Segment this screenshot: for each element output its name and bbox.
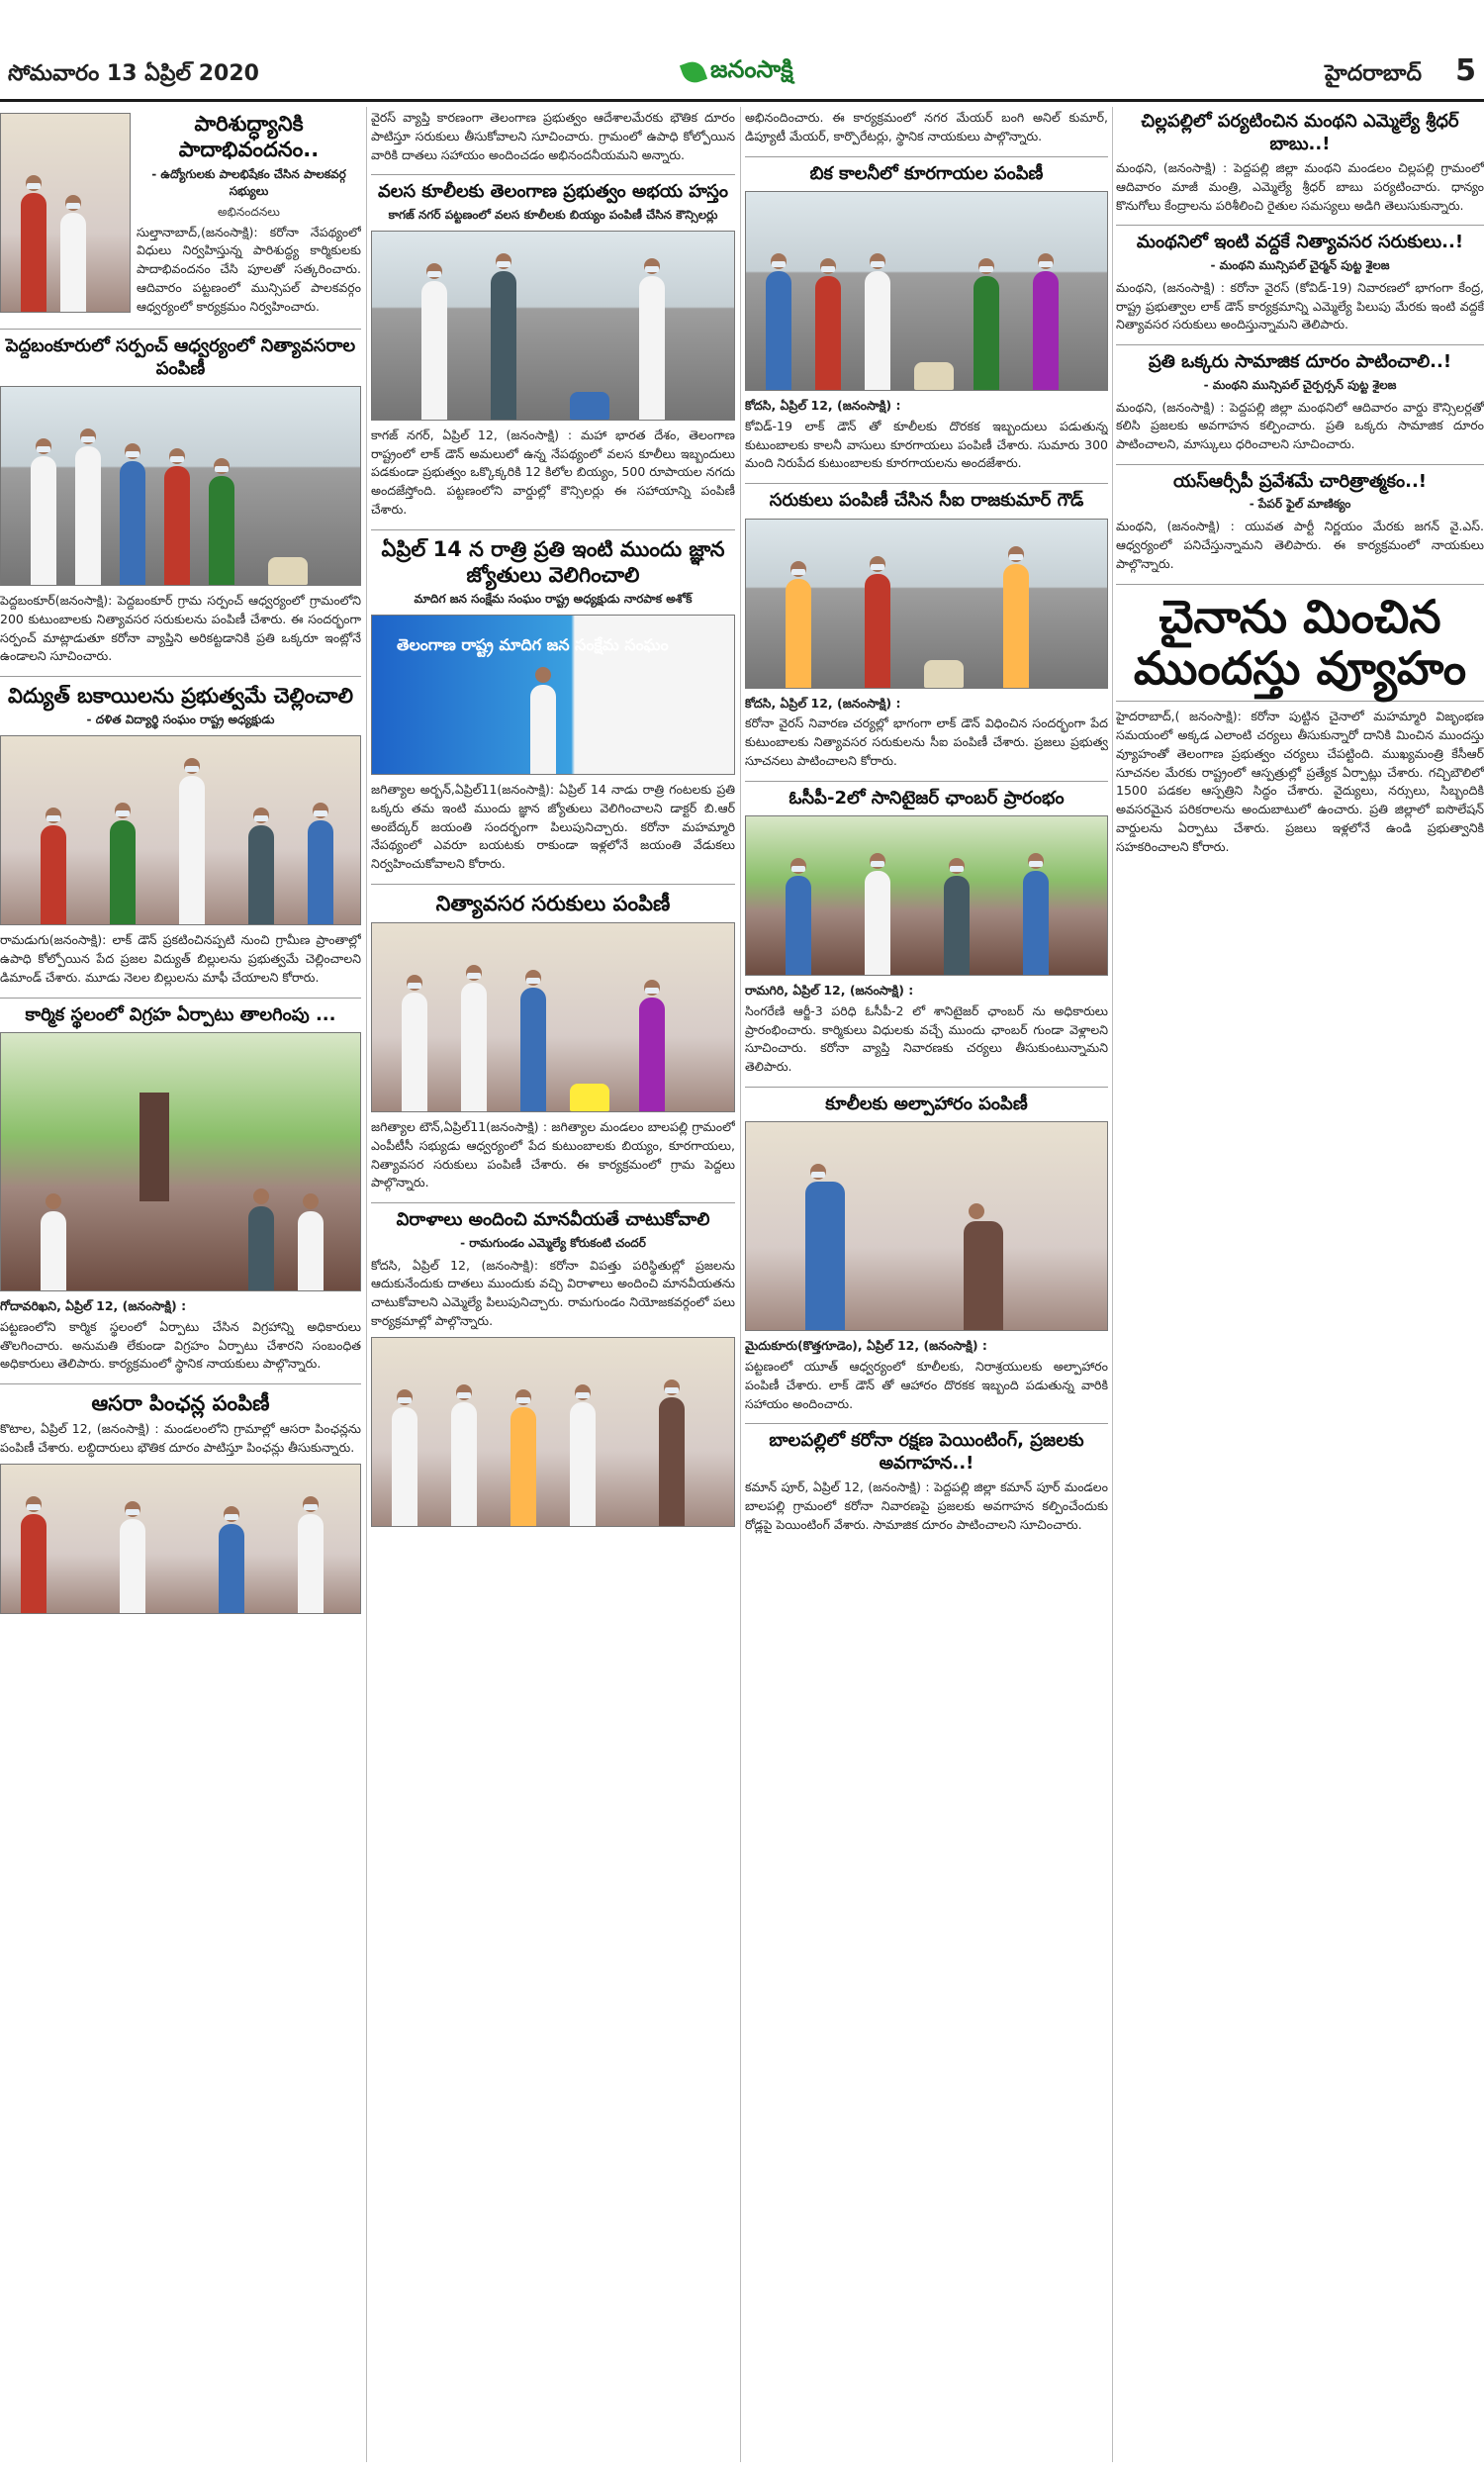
column-2	[371, 107, 735, 2462]
article-body: సుల్తానాబాద్,(జనంసాక్షి): కరోనా నేపథ్యంలో విధులు నిర్వహిస్తున్న పారిశుద్ధ్య కార్మికులకు పాదాభివందనం చేసి పూలతో సత్కరించారు. ఆదివారం పట్టణంలో మున్సిపల్ పాలకవర్గం ఆధ్వర్యంలో కార్యక్రమం నిర్వహించారు.	[137, 224, 361, 314]
dateline: కోదసి, ఏప్రిల్ 12, (జనంసాక్షి) :	[745, 695, 901, 711]
headline: చైనాను మించిన ముందస్తు వ్యూహం	[1133, 589, 1467, 696]
article-body: పెద్దబంకూర్(జనంసాక్షి): పెద్దబంకూర్ గ్రామ సర్పంచ్ ఆధ్వర్యంలో గ్రామంలోని 200 కుటుంబాలకు నిత్యావసర సరుకులను పంపిణీ చేశారు. ఈ సందర్భంగా సర్పంచ్ మాట్లాడుతూ కరోనా వ్యాప్తిని అరికట్టడానికి ప్రతి ఒక్కరూ ఇంట్లోనే ఉండాలని సూచించారు.	[0, 593, 361, 664]
article-body: కోవిడ్-19 లాక్ డౌన్ తో కూలీలకు దొరకక ఇబ్బందులు పడుతున్న కుటుంబాలకు కాలనీ వాసులు కూరగాయలు పంపిణీ చేశారు. సుమారు 300 మంది నిరుపేద కుటుంబాలకు కూరగాయలను అందజేశారు.	[745, 418, 1108, 471]
column-4	[1116, 107, 1484, 2462]
column-3	[745, 107, 1108, 2462]
headline: ప్రతి ఒక్కరు సామాజిక దూరం పాటించాలి..!	[1148, 351, 1452, 372]
story-statue	[0, 1004, 361, 1375]
photo-sanitation	[0, 113, 131, 313]
paper-logo	[683, 55, 793, 89]
photo-rice-distribution	[371, 231, 735, 421]
article-body: రామడుగు(జనంసాక్షి): లాక్ డౌన్ ప్రకటించినప్పటి నుంచి గ్రామీణ ప్రాంతాల్లో ఉపాధి కోల్పోయిన పేద ప్రజల విద్యుత్ బిల్లులను ప్రభుత్వమే చెల్లించాలని డిమాండ్ చేశారు. మూడు నెలల బిల్లులను మాఫీ చేయాలని కోరారు.	[0, 932, 361, 985]
article-body: కాగజ్ నగర్, ఏప్రిల్ 12, (జనంసాక్షి) : మహా భారత దేశం, తెలంగాణ రాష్ట్రంలో లాక్ డౌన్ అమలులో ఉన్న నేపథ్యంలో వలస కూలీలు ఇబ్బందులు పడకుండా ప్రభుత్వం ఒక్కొక్కరికి 12 కిలోల బియ్యం, 500 రూపాయల నగదు అందజేస్తోంది. పట్టణంలోని వార్డుల్లో కౌన్సిలర్లు ఈ సహాయాన్ని పంపిణీ చేశారు.	[371, 427, 735, 517]
column-divider	[740, 107, 741, 2462]
article-body: సింగరేణి ఆర్జీ-3 పరిధి ఓసీపీ-2 లో శానిటైజర్ ఛాంబర్ ను అధికారులు ప్రారంభించారు. కార్మికులు విధులకు వచ్చే ముందు ఛాంబర్ గుండా వెళ్లాలని సూచించారు. కరోనా వ్యాప్తి నివారణకు చర్యలు తీసుకుంటున్నామని తెలిపారు.	[745, 1002, 1108, 1074]
story-ysrcp	[1116, 471, 1484, 574]
article-body: కోదసి, ఏప్రిల్ 12, (జనంసాక్షి): కరోనా విపత్తు పరిస్థితుల్లో ప్రజలను ఆదుకునేందుకు దాతలు ముందుకు వచ్చి విరాళాలు అందించి మానవీయతను చాటుకోవాలని ఎమ్మెల్యే పిలుపునిచ్చారు. రామగుండం నియోజకవర్గంలో పలు కార్యక్రమాల్లో పాల్గొన్నారు.	[371, 1257, 735, 1328]
photo-essentials	[371, 922, 735, 1112]
issue-date: సోమవారం 13 ఏప్రిల్ 2020	[8, 61, 259, 86]
deck: - రామగుండం ఎమ్మెల్యే కోరుకంటి చందర్	[460, 1235, 646, 1250]
headline: కార్మిక స్థలంలో విగ్రహ ఏర్పాటు తాలగింపు ...	[25, 1003, 336, 1025]
photo-ci-distribution	[745, 519, 1108, 689]
article-body: కమాన్ పూర్, ఏప్రిల్ 12, (జనంసాక్షి) : పెద్దపల్లి జిల్లా కమాన్ పూర్ మండలం బాలపల్లి గ్రామంలో కరోనా నివారణపై ప్రజలకు అవగాహన కల్పించేందుకు రోడ్లపై పెయింటింగ్ వేశారు. సామాజిక దూరం పాటించాలని సూచించారు.	[745, 1479, 1108, 1532]
story-essentials	[371, 891, 735, 1192]
headline: వలస కూలీలకు తెలంగాణ ప్రభుత్వం అభయ హస్తం	[377, 181, 729, 203]
story-peddabankur	[0, 335, 361, 666]
story-china-strategy	[1116, 591, 1484, 857]
story-ci-distribution	[745, 490, 1108, 771]
leaf-icon	[680, 58, 707, 86]
article-body: పట్టణంలోని కార్మిక స్థలంలో ఏర్పాటు చేసిన విగ్రహాన్ని అధికారులు తొలగించారు. అనుమతి లేకుండా విగ్రహం ఏర్పాటు చేశారని సంబంధిత అధికారులు తెలిపారు. కార్యక్రమంలో స్థానిక నాయకులు పాల్గొన్నారు.	[0, 1318, 361, 1372]
byline: అభినందనలు	[218, 204, 280, 219]
story-sanitizer-chamber	[745, 788, 1108, 1077]
headline: విరాళాలు అందించి మానవీయతే చాటుకోవాలి	[396, 1209, 710, 1230]
banner-text: తెలంగాణ రాష్ట్ర మాదిగ జన సంక్షేమ సంఘం	[397, 635, 669, 654]
article-body: హైదరాబాద్,( జనంసాక్షి): కరోనా పుట్టిన చైనాలో మహమ్మారి విజృంభణ సమయంలో అక్కడ ఎలాంటి చర్యలు తీసుకున్నారో దానికి మించిన ముందస్తు వ్యూహంతో తెలంగాణ ప్రభుత్వం చర్యలు చేపట్టింది. ముఖ్యమంత్రి కేసీఆర్ సూచనల మేరకు రాష్ట్రంలో ఆస్పత్రుల్లో ప్రత్యేక ఏర్పాట్లు చేశారు. గచ్చిబౌలిలో 1500 పడకల ఆస్పత్రిని సిద్ధం చేశారు. వైద్యులు, నర్సులు, సిబ్బందికి అవసరమైన పరికరాలను అందుబాటులో ఉంచారు. ప్రతి జిల్లాలో ఐసొలేషన్ వార్డులను ఏర్పాటు చేశారు. ప్రజలు ఇళ్లలోనే ఉండి ప్రభుత్వానికి సహకరించాలని కోరారు.	[1116, 709, 1484, 854]
photo-donations	[371, 1337, 735, 1527]
article-body: మంథని, (జనంసాక్షి) : పెద్దపల్లి జిల్లా మంథని మండలం చిల్లపల్లి గ్రామంలో ఆదివారం మాజీ మంత్రి, ఎమ్మెల్యే శ్రీధర్ బాబు పర్యటించారు. ధాన్యం కొనుగోలు కేంద్రాలను పరిశీలించి రైతుల సమస్యలు అడిగి తెలుసుకున్నారు.	[1116, 160, 1484, 213]
headline: మంథనిలో ఇంటి వద్దకే నిత్యావసర సరుకులు..!	[1136, 232, 1464, 253]
headline: యస్ఆర్సీపీ ప్రవేశమే చారిత్రాత్మకం..!	[1172, 470, 1427, 492]
story-vegetables	[745, 163, 1108, 474]
headline: బాలపల్లిలో కరోనా రక్షణ పెయింటింగ్, ప్రజలకు అవగాహన..!	[769, 1430, 1084, 1474]
story-continued	[745, 109, 1108, 146]
deck: కాగజ్ నగర్ పట్టణంలో వలస కూలీలకు బియ్యం పంపిణీ చేసిన కౌన్సిలర్లు	[388, 207, 718, 222]
story-social-distance	[1116, 351, 1484, 454]
headline: ఏప్రిల్ 14 న రాత్రి ప్రతి ఇంటి ముందు జ్ఞాన జ్యోతులు వెలిగించాలి	[381, 536, 725, 587]
photo-statue-site	[0, 1032, 361, 1291]
article-body: కరోనా వైరస్ నివారణ చర్యల్లో భాగంగా లాక్ డౌన్ విధించిన సందర్భంగా పేద కుటుంబాలకు నిత్యావసర సరుకులను సీఐ పంపిణీ చేశారు. ప్రజలు ప్రభుత్వ సూచనలు పాటించాలని కోరారు.	[745, 715, 1108, 768]
photo-banner-speech	[371, 615, 735, 775]
article-body: మంథని, (జనంసాక్షి) : యువత పార్టీ నిర్ణయం మేరకు జగన్ వై.ఎస్. ఆధ్వర్యంలో పనిచేస్తున్నామని తెలిపారు. ఈ కార్యక్రమంలో నాయకులు పాల్గొన్నారు.	[1116, 519, 1484, 571]
story-awareness-painting	[745, 1430, 1108, 1534]
headline: విద్యుత్ బకాయిలను ప్రభుత్వమే చెల్లించాలి	[8, 684, 353, 708]
story-doorstep-delivery	[1116, 232, 1484, 334]
article-body: వైరస్ వ్యాప్తి కారణంగా తెలంగాణ ప్రభుత్వం ఆదేశాలమేరకు భౌతిక దూరం పాటిస్తూ సరుకులు తీసుకోవాలని సూచించారు. గ్రామంలో ఉపాధి కోల్పోయిన వారికి దాతలు సహాయం అందించడం అభినందనీయమని అన్నారు.	[371, 110, 735, 162]
story-continued	[371, 109, 735, 164]
article-body: కొటాల, ఏప్రిల్ 12, (జనంసాక్షి) : మండలంలోని గ్రామాల్లో ఆసరా పింఛన్లను పంపిణీ చేశారు. లబ్ధిదారులు భౌతిక దూరం పాటిస్తూ పింఛన్లు తీసుకున్నారు.	[0, 1421, 361, 1455]
headline: చిల్లపల్లిలో పర్యటించిన మంథని ఎమ్మెల్యే శ్రీధర్ బాబు..!	[1141, 111, 1459, 154]
dateline: గోదావరిఖని, ఏప్రిల్ 12, (జనంసాక్షి) :	[0, 1298, 187, 1313]
dateline: మైదుకూరు(కొత్తగూడెం), ఏప్రిల్ 12, (జనంసాక్షి) :	[745, 1338, 987, 1354]
headline: సరుకులు పంపిణీ చేసిన సీఐ రాజకుమార్ గౌడ్	[769, 490, 1084, 511]
story-migrant-labour	[371, 181, 735, 519]
deck: మాదిగ జన సంక్షేమ సంఘం రాష్ట్ర అధ్యక్షుడు నారపాక అశోక్	[414, 592, 693, 606]
article-body: మంథని, (జనంసాక్షి) : కరోనా వైరస్ (కోవిడ్-19) నివారణలో భాగంగా కేంద్ర, రాష్ట్ర ప్రభుత్వాల లాక్ డౌన్ కార్యక్రమాన్ని ఎమ్మెల్యే పిలుపు మేరకు ఇంటి వద్దకే నిత్యావసర సరుకులు అందిస్తున్నామని తెలిపారు.	[1116, 279, 1484, 333]
story-breakfast	[745, 1094, 1108, 1414]
photo-pensions	[0, 1464, 361, 1614]
headline: పారిశుద్ధ్యానికి పాదాభివందనం..	[178, 112, 320, 162]
headline: కూలీలకు అల్పాహారం పంపిణీ	[825, 1093, 1028, 1114]
deck: - దళిత విద్యార్థి సంఘం రాష్ట్ర అధ్యక్షుడు	[86, 713, 275, 727]
deck: - ఉద్యోగులకు పాలభిషేకం చేసిన పాలకవర్గ సభ్యులు	[151, 166, 346, 198]
deck: - పేపర్ ఫైల్ మాణిక్యం	[1249, 497, 1351, 512]
article-body: జగిత్యాల టౌన్,ఏప్రిల్11(జనంసాక్షి) : జగిత్యాల మండలం బాలపల్లి గ్రామంలో ఎంపీటీసీ సభ్యుడు ఆధ్వర్యంలో పేద కుటుంబాలకు బియ్యం, కూరగాయలు, నిత్యావసర సరుకులు పంపిణీ చేశారు. ఈ కార్యక్రమంలో గ్రామ పెద్దలు పాల్గొన్నారు.	[371, 1119, 735, 1190]
article-body: పట్టణంలో యూత్ ఆధ్వర్యంలో కూలీలకు, నిరాశ్రయులకు అల్పాహారం పంపిణీ చేశారు. లాక్ డౌన్ తో ఆహారం దొరకక ఇబ్బంది పడుతున్న వారికి సహాయం అందించారు.	[745, 1359, 1108, 1411]
column-1	[0, 107, 361, 2462]
deck: - మంథని మున్సిపల్ చైర్పర్సన్ పుట్ట శైలజ	[1203, 377, 1397, 392]
photo-breakfast	[745, 1121, 1108, 1331]
photo-sanitizer-chamber	[745, 815, 1108, 976]
edition-city: హైదరాబాద్	[1325, 61, 1423, 86]
article-body: అభినందించారు. ఈ కార్యక్రమంలో నగర మేయర్ బంగి అనిల్ కుమార్, డిప్యూటీ మేయర్, కార్పొరేటర్లు, స్థానిక నాయకులు పాల్గొన్నారు.	[745, 110, 1108, 143]
photo-vegetables	[745, 191, 1108, 391]
masthead	[0, 0, 1484, 102]
page-number: 5	[1455, 53, 1476, 88]
dateline: రామగిరి, ఏప్రిల్ 12, (జనంసాక్షి) :	[745, 983, 914, 998]
headline: బిక కాలనీలో కూరగాయల పంపిణీ	[809, 162, 1044, 184]
column-divider	[1112, 107, 1113, 2462]
story-electricity-dues	[0, 683, 361, 988]
photo-meeting	[0, 735, 361, 925]
article-body: మంథని, (జనంసాక్షి) : పెద్దపల్లి జిల్లా మంథనిలో ఆదివారం వార్డు కౌన్సిలర్లతో కలిసి ప్రజలకు అవగాహన కల్పించారు. ప్రతి ఒక్కరు సామాజిక దూరం పాటించాలని, మాస్కులు ధరించాలని సూచించారు.	[1116, 399, 1484, 451]
deck: - మంథని మున్సిపల్ చైర్మన్ పుట్ట శైలజ	[1210, 257, 1390, 272]
article-body: జగిత్యాల అర్బన్,ఏప్రిల్11(జనంసాక్షి): ఏప్రిల్ 14 నాడు రాత్రి గంటలకు ప్రతి ఒక్కరు తమ ఇంటి ముందు జ్ఞాన జ్యోతులు వెలిగించాలని డాక్టర్ బి.ఆర్ అంబేద్కర్ జయంతి సందర్భంగా పిలుపునిచ్చారు. కరోనా మహమ్మారి నేపథ్యంలో ఎవరూ బయటకు రాకుండా ఇళ్లలోనే జయంతి వేడుకలు నిర్వహించుకోవాలని కోరారు.	[371, 782, 735, 871]
story-pensions	[0, 1390, 361, 1614]
headline: పెద్దబంకూరులో సర్పంచ్ ఆధ్వర్యంలో నిత్యావసరాల పంపిణీ	[5, 335, 356, 379]
story-ambedkar-jayanti	[371, 536, 735, 874]
photo-distribution	[0, 386, 361, 586]
headline: ఆసరా పింఛన్ల పంపిణీ	[91, 1391, 270, 1415]
story-donations	[371, 1209, 735, 1527]
story-mla-visit	[1116, 111, 1484, 215]
story-sanitation	[0, 107, 361, 319]
column-divider	[366, 107, 367, 2462]
paper-name: జనంసాక్షి	[710, 55, 793, 83]
headline: నిత్యావసర సరుకులు పంపిణీ	[435, 891, 671, 915]
dateline: కోదసి, ఏప్రిల్ 12, (జనంసాక్షి) :	[745, 398, 901, 413]
headline: ఓసీపీ-2లో సానిటైజర్ ఛాంబర్ ప్రారంభం	[788, 787, 1065, 809]
